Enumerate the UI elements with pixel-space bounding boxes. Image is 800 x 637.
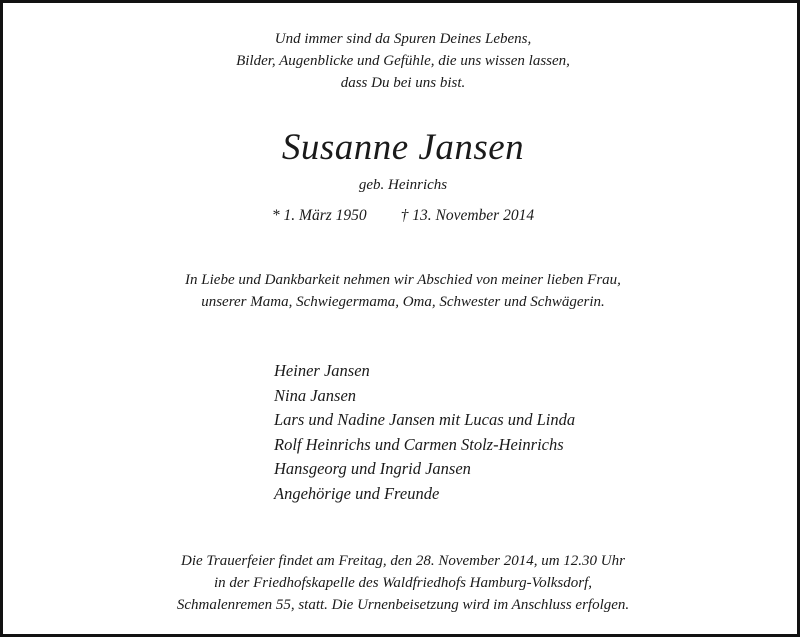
mourners-list [274, 359, 575, 506]
life-dates [3, 205, 800, 227]
verse-line: Bilder, Augenblicke und Gefühle, die uns wissen lassen, [236, 53, 570, 69]
maiden-name: geb. Heinrichs [358, 177, 448, 193]
birth-date: * 1. März 1950 [271, 207, 367, 224]
mourner-entry: Hansgeorg und Ingrid Jansen [274, 459, 471, 478]
verse-line: Und immer sind da Spuren Deines Lebens, [274, 31, 532, 47]
deceased-name: Susanne Jansen [281, 127, 525, 168]
service-line: in der Friedhofskapelle des Waldfriedhofs Hamburg-Volksdorf, [213, 575, 593, 591]
service-line: Die Trauerfeier findet am Freitag, den 28. November 2014, um 12.30 Uhr [181, 553, 625, 569]
farewell-line: In Liebe und Dankbarkeit nehmen wir Abschied von meiner lieben Frau, [185, 272, 621, 288]
memorial-verse [3, 28, 800, 94]
mourner-entry: Heiner Jansen [274, 361, 370, 380]
service-line: Schmalenremen 55, statt. Die Urnenbeisetzung wird im Anschluss erfolgen. [176, 597, 630, 613]
mourner-entry: Nina Jansen [274, 385, 357, 405]
verse-line: dass Du bei uns bist. [340, 75, 466, 91]
farewell-text [3, 269, 800, 313]
mourner-entry: Rolf Heinrichs und Carmen Stolz-Heinrichs [274, 434, 564, 454]
mourner-entry: Lars und Nadine Jansen mit Lucas und Linda [274, 410, 576, 429]
death-date: † 13. November 2014 [400, 207, 535, 224]
farewell-line: unserer Mama, Schwiegermama, Oma, Schwester und Schwägerin. [201, 294, 605, 310]
mourner-entry: Angehörige und Freunde [274, 483, 440, 503]
funeral-service-info [3, 550, 800, 616]
